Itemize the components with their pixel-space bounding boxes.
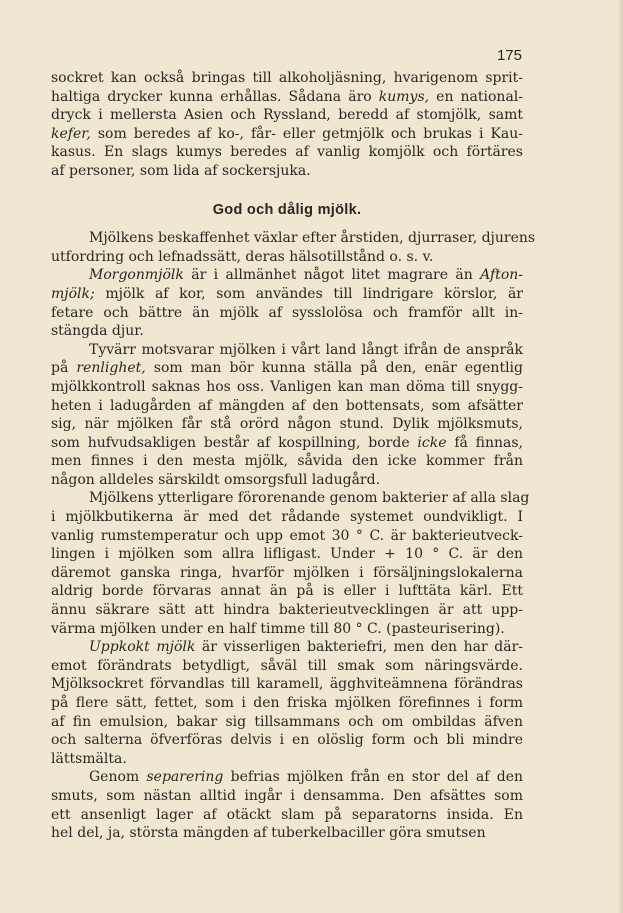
page-body xyxy=(51,69,536,843)
text-line: i mjölkbutikerna är med det rådande systemet oundvikligt. I xyxy=(51,509,523,526)
text-line: som hufvudsakligen består af kospillning, borde icke få finnas, xyxy=(51,434,524,451)
paragraph xyxy=(51,266,523,340)
paragraph xyxy=(51,341,523,490)
text-line: ett ansenligt lager af otäckt slam på separatorns insida. En xyxy=(51,806,523,823)
text-line: men finnes i den mesta mjölk, såvida den icke kommer från xyxy=(51,453,523,470)
text-line: kasus. En slags kumys beredes af vanlig komjölk och förtäres xyxy=(51,144,523,161)
text-line: Uppkokt mjölk är visserligen bakteriefri, men den har där- xyxy=(89,639,524,656)
text-line: aldrig borde förvaras annat än på is eller i lufttäta kärl. Ett xyxy=(51,583,523,600)
text-line: af personer, som lida af sockersjuka. xyxy=(51,162,311,179)
text-line: stängda djur. xyxy=(51,323,144,340)
text-line: någon alldeles särskildt omsorgsfull ladugård. xyxy=(51,471,381,488)
text-line: mjölk; mjölk af kor, som användes till lindrigare körslor, är xyxy=(51,285,523,302)
text-line: fetare och bättre än mjölk af sysslolösa och framför allt in- xyxy=(51,304,523,321)
text-line: Genom separering befrias mjölken från en stor del af den xyxy=(89,769,523,786)
paragraph xyxy=(51,229,536,266)
text-line: och salterna öfverföras delvis i en olöslig form och bli mindre xyxy=(51,732,523,749)
text-line: af fin emulsion, bakar sig tillsammans och om ombildas äfven xyxy=(51,713,523,730)
text-line: Mjölkens ytterligare förorenande genom bakterier af alla slag xyxy=(89,490,530,507)
text-line: haltiga drycker kunna erhållas. Sådana äro kumys, en national- xyxy=(51,88,523,105)
page-edge-shadow xyxy=(617,0,623,913)
text-line: på flere sätt, fettet, som i den friska mjölken förefinnes i form xyxy=(51,695,523,711)
text-line: sig, när mjölken får stå orörd någon stund. Dylik mjölksmuts, xyxy=(51,416,523,433)
text-line: på renlighet, som man bör kunna ställa på den, enär egentlig xyxy=(51,360,523,377)
text-line: Morgonmjölk är i allmänhet något litet magrare än Afton- xyxy=(89,267,523,284)
text-line: Mjölkens beskaffenhet växlar efter årstiden, djurraser, djurens xyxy=(89,230,536,247)
text-line: smuts, som nästan alltid ingår i densamma. Den afsättes som xyxy=(51,787,523,804)
text-line: Tyvärr motsvarar mjölken i vårt land långt ifrån de anspråk xyxy=(89,341,523,358)
text-line: Mjölksockret förvandlas till karamell, ägghviteämnena förändras xyxy=(51,676,523,693)
paragraph xyxy=(51,69,523,181)
text-line: dryck i mellersta Asien och Ryssland, beredd af stomjölk, samt xyxy=(51,107,523,124)
text-line: heten i ladugården af mängden af den bottensats, som afsätter xyxy=(51,397,523,414)
text-line: emot förändrats betydligt, såväl till smak som näringsvärde. xyxy=(51,657,523,674)
text-line: lättsmälta. xyxy=(51,750,127,767)
section-heading: God och dålig mjölk. xyxy=(212,201,362,218)
text-line: sockret kan också bringas till alkoholjäsning, hvarigenom sprit- xyxy=(51,70,523,86)
paragraph xyxy=(51,489,530,638)
text-line: kefer, som beredes af ko-, får- eller getmjölk och brukas i Kau- xyxy=(51,125,523,142)
text-line: värma mjölken under en half timme till 80 ° C. (pasteurisering). xyxy=(51,620,505,637)
paragraph xyxy=(51,768,523,842)
paragraph xyxy=(51,638,523,768)
text-line: vanlig rumstemperatur och upp emot 30 ° C. är bakterieutveck- xyxy=(51,527,523,544)
text-line: ännu säkrare sätt att hindra bakterieutvecklingen är att upp- xyxy=(51,602,523,619)
text-line: utfordring och lefnadssätt, deras hälsotillstånd o. s. v. xyxy=(51,248,434,265)
page-number: 175 xyxy=(496,47,522,64)
text-line: hel del, ja, största mängden af tuberkelbaciller göra smutsen xyxy=(51,825,486,842)
text-line: mjölkkontroll saknas hos oss. Vanligen kan man döma till snygg- xyxy=(51,378,523,395)
text-line: däremot ganska ringa, hvarför mjölken i försäljningslokalerna xyxy=(51,564,523,581)
text-line: lingen i mjölken som allra lifligast. Under + 10 ° C. är den xyxy=(51,546,523,563)
